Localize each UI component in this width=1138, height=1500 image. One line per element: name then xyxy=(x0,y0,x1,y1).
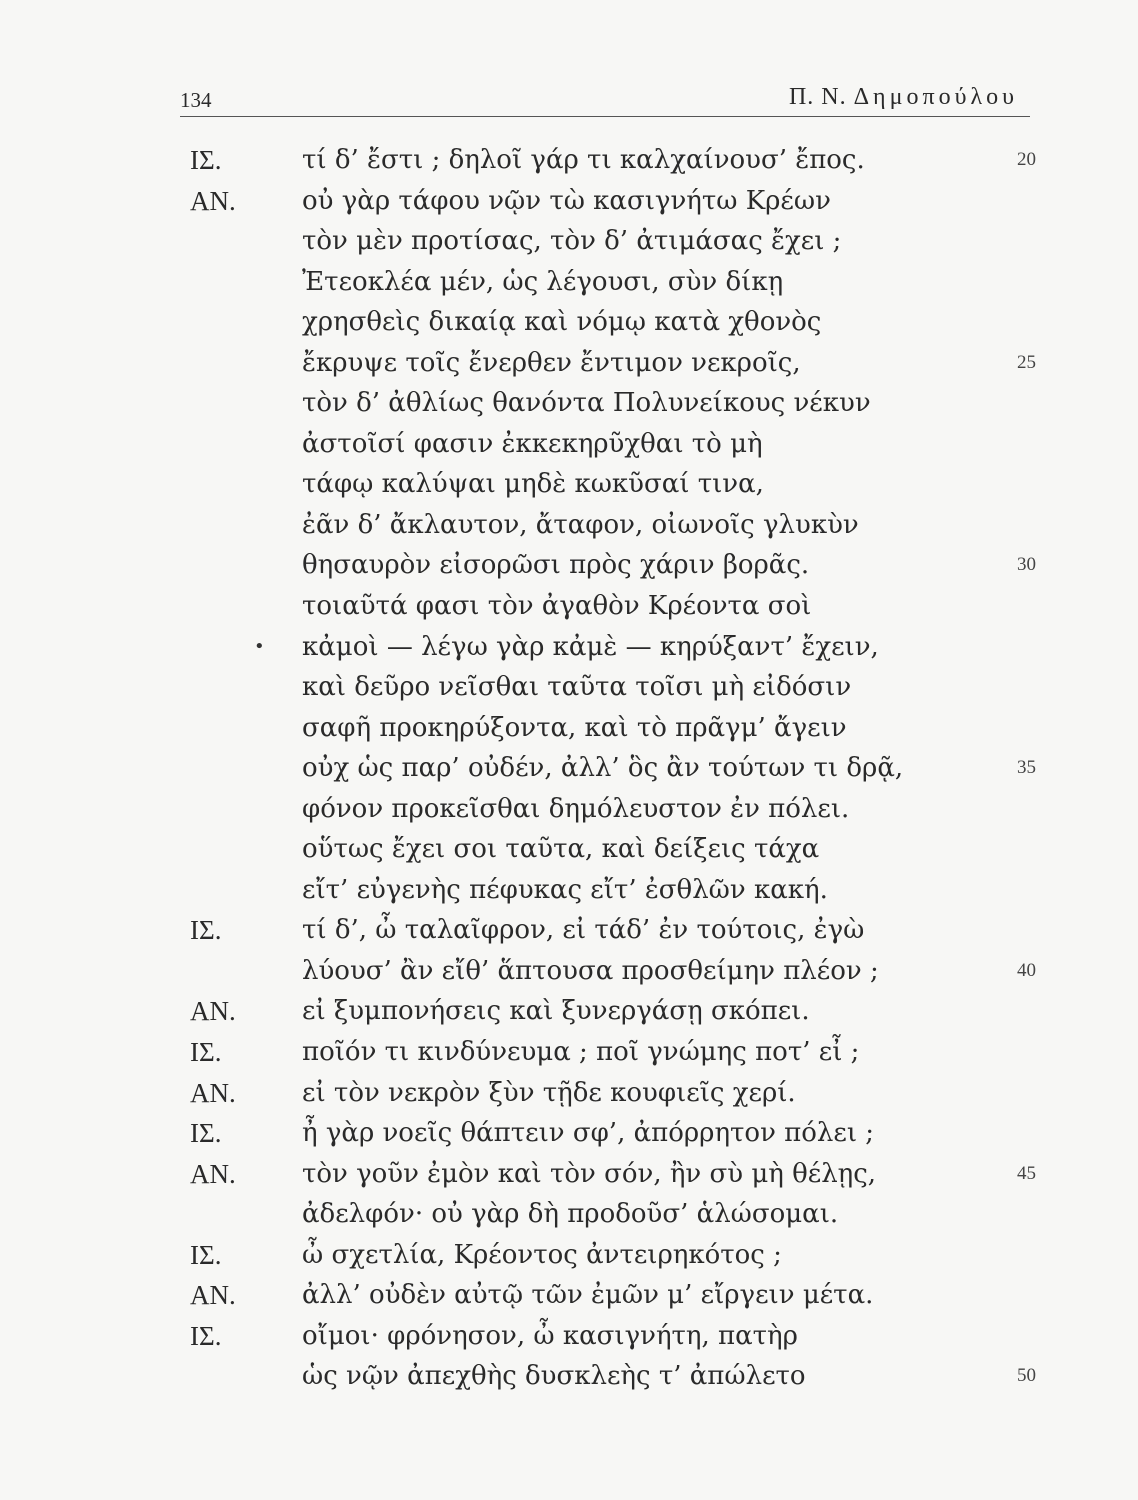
speaker-label: ΑΝ. xyxy=(190,1077,236,1108)
speaker-label: ΑΝ. xyxy=(190,1280,236,1311)
verse-text-line: τί δ’ ἔστι ; δηλοῖ γάρ τι καλχαίνουσ’ ἔπος. xyxy=(302,145,865,175)
verse-line xyxy=(0,951,1138,992)
speaker-label: ΙΣ. xyxy=(190,915,222,946)
verse-line xyxy=(0,1235,1138,1276)
verse-text-line: εἰ ξυμπονήσεις καὶ ξυνεργάσῃ σκόπει. xyxy=(302,996,810,1027)
verse-text-line: θησαυρὸν εἰσορῶσι πρὸς χάριν βορᾶς. xyxy=(302,550,810,581)
verse-line xyxy=(0,1316,1138,1357)
verse-line xyxy=(0,1032,1138,1073)
verse-text-line: ἀλλ’ οὐδὲν αὐτῷ τῶν ἐμῶν μ’ εἴργειν μέτα. xyxy=(302,1280,874,1311)
speaker-label: ΑΝ. xyxy=(190,185,236,216)
verse-line xyxy=(0,586,1138,627)
verse-line xyxy=(0,302,1138,343)
verse-line xyxy=(0,262,1138,303)
verse-text-line: ἐᾶν δ’ ἄκλαυτον, ἄταφον, οἰωνοῖς γλυκὺν xyxy=(302,509,859,540)
verse-line xyxy=(0,545,1138,586)
line-number: 20 xyxy=(1017,149,1036,170)
verse-text-line: εἰ τὸν νεκρὸν ξὺν τῇδε κουφιεῖς χερί. xyxy=(302,1077,796,1108)
verse-line xyxy=(0,464,1138,505)
verse-text-line: ἀδελφόν· οὐ γὰρ δὴ προδοῦσ’ ἁλώσομαι. xyxy=(302,1199,839,1230)
verse-text-line: τάφῳ καλύψαι μηδὲ κωκῦσαί τινα, xyxy=(302,469,764,500)
speaker-label: ΑΝ. xyxy=(190,1158,236,1189)
running-head xyxy=(789,84,1018,111)
speaker-label: ΙΣ. xyxy=(190,1037,222,1068)
verse-text-line: οὕτως ἔχει σοι ταῦτα, καὶ δείξεις τάχα xyxy=(302,834,820,865)
verse-text-line: ἔκρυψε τοῖς ἔνερθεν ἔντιμον νεκροῖς, xyxy=(302,347,801,378)
verse-text-line: ὦ σχετλία, Κρέοντος ἀντειρηκότος ; xyxy=(302,1239,782,1270)
verse-line xyxy=(0,505,1138,546)
verse-line xyxy=(0,1356,1138,1397)
verse-text-line: καὶ δεῦρο νεῖσθαι ταῦτα τοῖσι μὴ εἰδόσιν xyxy=(302,672,852,703)
speaker-label: ΙΣ. xyxy=(190,1118,222,1149)
page-header xyxy=(180,80,1030,117)
verse-line xyxy=(0,708,1138,749)
verse-text-line: τοιαῦτά φασι τὸν ἀγαθὸν Κρέοντα σοὶ xyxy=(302,591,812,622)
verse-text-line: τὸν δ’ ἀθλίως θανόντα Πολυνείκους νέκυν xyxy=(302,388,871,419)
verse-text-line: οὐ γὰρ τάφου νῷν τὼ κασιγνήτω Κρέων xyxy=(302,185,831,216)
verse-line xyxy=(0,1154,1138,1195)
verse-line xyxy=(0,221,1138,262)
verse-text-line: τὸν γοῦν ἐμὸν καὶ τὸν σόν, ἢν σὺ μὴ θέλῃς, xyxy=(302,1158,877,1189)
speaker-label: ΙΣ. xyxy=(190,145,222,175)
verse-line xyxy=(0,910,1138,951)
verse-line xyxy=(0,829,1138,870)
verse-line xyxy=(0,424,1138,465)
line-number: 25 xyxy=(1017,351,1036,373)
verse-line xyxy=(0,343,1138,384)
verse-line xyxy=(0,748,1138,789)
verse-text-line: κἀμοὶ — λέγω γὰρ κἀμὲ — κηρύξαντ’ ἔχειν, xyxy=(302,631,879,662)
speaker-label: ΙΣ. xyxy=(190,1320,222,1351)
verse-line xyxy=(0,991,1138,1032)
verse-text-line: τί δ’, ὦ ταλαῖφρον, εἰ τάδ’ ἐν τούτοις, ἐγὼ xyxy=(302,915,865,946)
verse-text-line: ὡς νῷν ἀπεχθὴς δυσκλεὴς τ’ ἀπώλετο xyxy=(302,1361,806,1392)
verse-text-line: οὐχ ὡς παρ’ οὐδέν, ἀλλ’ ὃς ἂν τούτων τι δρᾷ, xyxy=(302,753,904,784)
line-number: 40 xyxy=(1017,959,1036,981)
verse-text-line: σαφῆ προκηρύξοντα, καὶ τὸ πρᾶγμ’ ἄγειν xyxy=(302,712,847,743)
line-number: 35 xyxy=(1017,757,1036,779)
line-number: 45 xyxy=(1017,1162,1036,1184)
verse-line xyxy=(0,667,1138,708)
page-number: 134 xyxy=(180,88,212,112)
verse-line xyxy=(0,1113,1138,1154)
verse-text-line: ἦ γὰρ νοεῖς θάπτειν σφ’, ἀπόρρητον πόλει ; xyxy=(302,1118,875,1149)
verse-line xyxy=(0,789,1138,830)
verse-line xyxy=(0,1275,1138,1316)
verse-text-line: ἀστοῖσί φασιν ἐκκεκηρῦχθαι τὸ μὴ xyxy=(302,428,763,459)
running-head-name: Δημοπούλου xyxy=(853,84,1018,110)
verse-text-line: εἴτ’ εὐγενὴς πέφυκας εἴτ’ ἐσθλῶν κακή. xyxy=(302,874,828,905)
verse-line xyxy=(0,140,1138,181)
verse-text xyxy=(0,140,1138,1397)
speaker-label: ΑΝ. xyxy=(190,996,236,1027)
verse-line xyxy=(0,1073,1138,1114)
verse-line xyxy=(0,383,1138,424)
verse-text-line: τὸν μὲν προτίσας, τὸν δ’ ἀτιμάσας ἔχει ; xyxy=(302,226,842,257)
verse-line xyxy=(0,181,1138,222)
line-number: 30 xyxy=(1017,554,1036,576)
verse-line xyxy=(0,627,1138,668)
verse-text-line: ποῖόν τι κινδύνευμα ; ποῖ γνώμης ποτ’ εἶ ; xyxy=(302,1037,860,1068)
margin-mark: • xyxy=(254,635,265,657)
verse-text-line: χρησθεὶς δικαίᾳ καὶ νόμῳ κατὰ χθονὸς xyxy=(302,307,822,338)
verse-text-line: οἴμοι· φρόνησον, ὦ κασιγνήτη, πατὴρ xyxy=(302,1320,798,1351)
speaker-label: ΙΣ. xyxy=(190,1239,222,1270)
verse-line xyxy=(0,1194,1138,1235)
running-head-prefix: Π. Ν. xyxy=(788,84,847,110)
verse-text-line: Ἐτεοκλέα μέν, ὡς λέγουσι, σὺν δίκῃ xyxy=(302,266,784,297)
verse-text-line: φόνον προκεῖσθαι δημόλευστον ἐν πόλει. xyxy=(302,793,850,824)
verse-line xyxy=(0,870,1138,911)
verse-text-line: λύουσ’ ἂν εἴθ’ ἅπτουσα προσθείμην πλέον ; xyxy=(302,955,879,986)
line-number: 50 xyxy=(1017,1365,1036,1387)
